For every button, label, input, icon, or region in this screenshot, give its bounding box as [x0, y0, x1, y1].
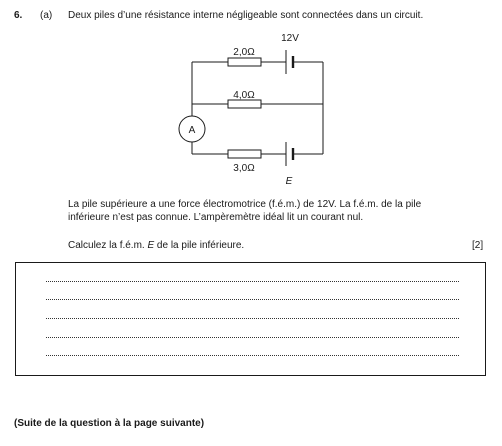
resistor-middle-label: 4,0Ω	[233, 90, 255, 101]
question-number: 6.	[14, 10, 23, 21]
answer-line[interactable]	[46, 318, 459, 319]
ammeter-label: A	[188, 125, 196, 136]
task-variable: E	[147, 240, 155, 251]
task-suffix: de la pile inférieure.	[154, 240, 245, 251]
battery-top	[286, 50, 293, 74]
resistor-bottom-label: 3,0Ω	[233, 163, 255, 174]
resistor-top-label: 2,0Ω	[233, 47, 255, 58]
paragraph-line-2: inférieure n’est pas connue. L’ampèremètre idéal lit un courant nul.	[68, 212, 364, 223]
circuit-svg	[160, 28, 340, 190]
paragraph-line-1: La pile supérieure a une force électromotrice (f.é.m.) de 12V. La f.é.m. de la pile	[68, 199, 422, 210]
resistor-bottom	[228, 150, 261, 158]
answer-box[interactable]	[15, 262, 486, 376]
task-instruction	[68, 240, 244, 251]
continuation-note: (Suite de la question à la page suivante)	[14, 418, 205, 429]
answer-line[interactable]	[46, 281, 459, 282]
question-part: (a)	[40, 10, 53, 21]
answer-line[interactable]	[46, 337, 459, 338]
battery-top-label: 12V	[281, 33, 299, 44]
question-text: Deux piles d’une résistance interne négligeable sont connectées dans un circuit.	[68, 10, 424, 21]
marks-indicator: [2]	[472, 240, 484, 251]
problem-paragraph	[68, 198, 458, 224]
answer-line[interactable]	[46, 299, 459, 300]
battery-bottom	[286, 142, 293, 166]
resistor-middle	[228, 100, 261, 108]
task-prefix: Calculez la f.é.m.	[68, 240, 148, 251]
circuit-diagram	[160, 28, 340, 190]
resistor-top	[228, 58, 261, 66]
answer-line[interactable]	[46, 355, 459, 356]
battery-bottom-label: E	[285, 176, 293, 187]
